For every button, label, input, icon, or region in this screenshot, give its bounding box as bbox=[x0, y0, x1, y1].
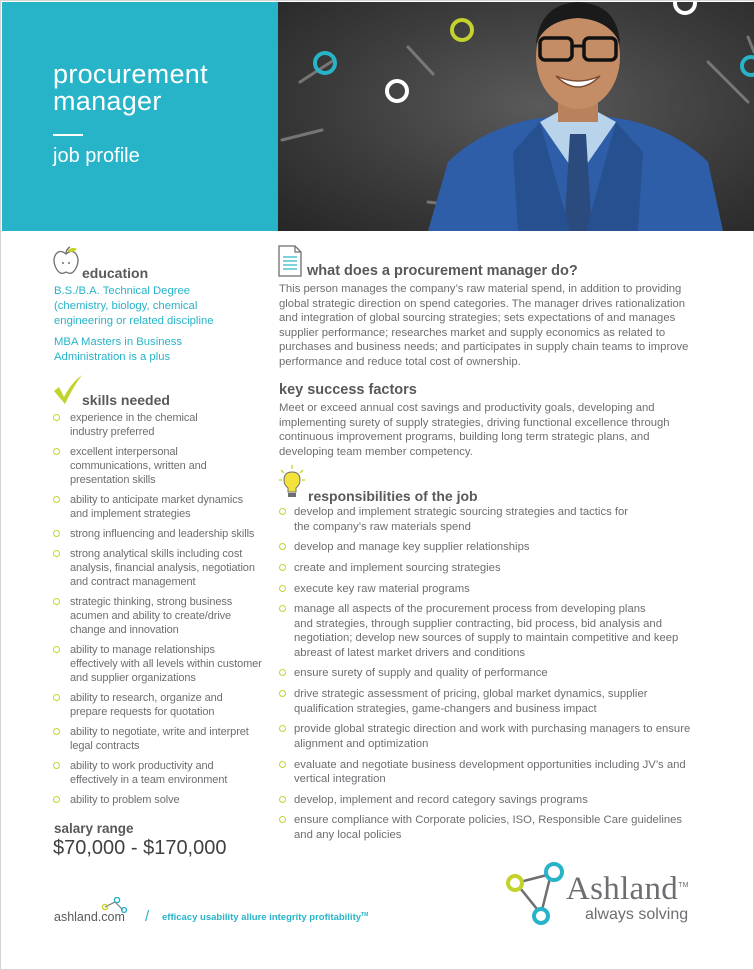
list-item: experience in the chemical industry preferred bbox=[53, 411, 275, 439]
list-item: manage all aspects of the procurement process from developing plans and strategies, through supplier contracting, bid process, bid analysis and negotiation; develop new sources of supply to maintain competitive and keep abreast of latest market drivers and conditions bbox=[279, 602, 711, 660]
document-icon bbox=[277, 245, 303, 277]
bullet-icon bbox=[53, 414, 60, 421]
education-item: B.S./B.A. Technical Degree (chemistry, biology, chemical engineering or related discipline bbox=[54, 285, 214, 327]
bullet-icon bbox=[53, 550, 60, 557]
list-item: ensure compliance with Corporate policies, ISO, Responsible Care guidelines and any local policies bbox=[279, 813, 711, 842]
list-item: ability to anticipate market dynamics and implement strategies bbox=[53, 493, 275, 521]
bullet-icon bbox=[279, 543, 286, 550]
what-description: This person manages the company’s raw material spend, in addition to providing global strategic direction on spend categories. The manager drives rationalization and integration of global sourcing strategies; sets expectations of and manages supplier performance; researches market and supply economics as related to purchases and business needs; and participates in supply chain teams to improve performance and reduce total cost of ownership. bbox=[279, 283, 689, 368]
list-item: drive strategic assessment of pricing, global market dynamics, supplier qualification strategies, game-changers and business impact bbox=[279, 687, 711, 716]
footer-values: efficacy usability allure integrity profitability™ bbox=[162, 912, 369, 924]
footer-website-link[interactable]: ashland.com bbox=[54, 910, 125, 924]
bullet-icon bbox=[279, 508, 286, 515]
bullet-icon bbox=[53, 448, 60, 455]
header-photo bbox=[278, 2, 754, 231]
list-item: provide global strategic direction and work with purchasing managers to ensure alignment and optimization bbox=[279, 722, 711, 751]
bullet-icon bbox=[53, 762, 60, 769]
bullet-icon bbox=[53, 646, 60, 653]
education-item: MBA Masters in Business Administration is a plus bbox=[54, 336, 183, 363]
bullet-icon bbox=[279, 585, 286, 592]
list-item: ensure surety of supply and quality of performance bbox=[279, 666, 711, 681]
list-item: strategic thinking, strong business acumen and ability to create/drive change and innovation bbox=[53, 595, 275, 637]
list-item: ability to negotiate, write and interpret legal contracts bbox=[53, 725, 275, 753]
list-item: develop and implement strategic sourcing strategies and tactics for the company’s raw materials spend bbox=[279, 505, 711, 534]
list-item: ability to manage relationships effectively with all levels within customer and supplier organizations bbox=[53, 643, 275, 685]
bullet-icon bbox=[279, 725, 286, 732]
list-item: strong influencing and leadership skills bbox=[53, 527, 275, 541]
bullet-icon bbox=[279, 564, 286, 571]
bullet-icon bbox=[53, 796, 60, 803]
header-teal-panel bbox=[2, 2, 278, 231]
ksf-description: Meet or exceed annual cost savings and productivity goals, developing and implementing surety of supply strategies, driving functional excellence through continuous improvement programs, building long term strategic plans, and developing team member competency. bbox=[279, 402, 670, 458]
bullet-icon bbox=[53, 728, 60, 735]
bullet-icon bbox=[279, 669, 286, 676]
bullet-icon bbox=[279, 761, 286, 768]
list-item: ability to research, organize and prepare requests for quotation bbox=[53, 691, 275, 719]
apple-icon bbox=[52, 246, 80, 276]
lightbulb-icon bbox=[279, 465, 305, 499]
portrait-illustration bbox=[278, 2, 754, 231]
bullet-icon bbox=[279, 816, 286, 823]
checkmark-icon bbox=[53, 375, 83, 405]
ksf-heading: key success factors bbox=[279, 382, 417, 398]
list-item: ability to work productivity and effectively in a team environment bbox=[53, 759, 275, 787]
page-subtitle: job profile bbox=[53, 145, 140, 167]
salary-value: $70,000 - $170,000 bbox=[53, 837, 227, 859]
bullet-icon bbox=[279, 796, 286, 803]
title-divider bbox=[53, 134, 83, 136]
what-heading: what does a procurement manager do? bbox=[307, 263, 578, 279]
ashland-logo: Ashland™ bbox=[566, 871, 689, 907]
logo-tagline: always solving bbox=[585, 906, 689, 923]
education-heading: education bbox=[82, 265, 149, 281]
salary-heading: salary range bbox=[54, 821, 134, 836]
bullet-icon bbox=[53, 598, 60, 605]
skills-heading: skills needed bbox=[82, 392, 170, 408]
page-title: procurement manager bbox=[53, 59, 208, 116]
skills-list bbox=[53, 411, 275, 813]
list-item: strong analytical skills including cost analysis, financial analysis, negotiation and contract management bbox=[53, 547, 275, 589]
list-item: evaluate and negotiate business development opportunities including JV’s and vertical integration bbox=[279, 758, 711, 787]
list-item: execute key raw material programs bbox=[279, 582, 711, 597]
bullet-icon bbox=[53, 530, 60, 537]
ashland-logo-molecule bbox=[504, 861, 572, 927]
list-item: create and implement sourcing strategies bbox=[279, 561, 711, 576]
list-item: develop, implement and record category savings programs bbox=[279, 793, 711, 808]
list-item: excellent interpersonal communications, written and presentation skills bbox=[53, 445, 275, 487]
list-item: ability to problem solve bbox=[53, 793, 275, 807]
molecule-small-icon bbox=[101, 897, 129, 913]
bullet-icon bbox=[279, 605, 286, 612]
footer-divider: / bbox=[145, 908, 150, 925]
responsibilities-heading: responsibilities of the job bbox=[308, 488, 478, 504]
bullet-icon bbox=[53, 694, 60, 701]
bullet-icon bbox=[279, 690, 286, 697]
bullet-icon bbox=[53, 496, 60, 503]
list-item: develop and manage key supplier relationships bbox=[279, 540, 711, 555]
responsibilities-list bbox=[279, 505, 711, 849]
